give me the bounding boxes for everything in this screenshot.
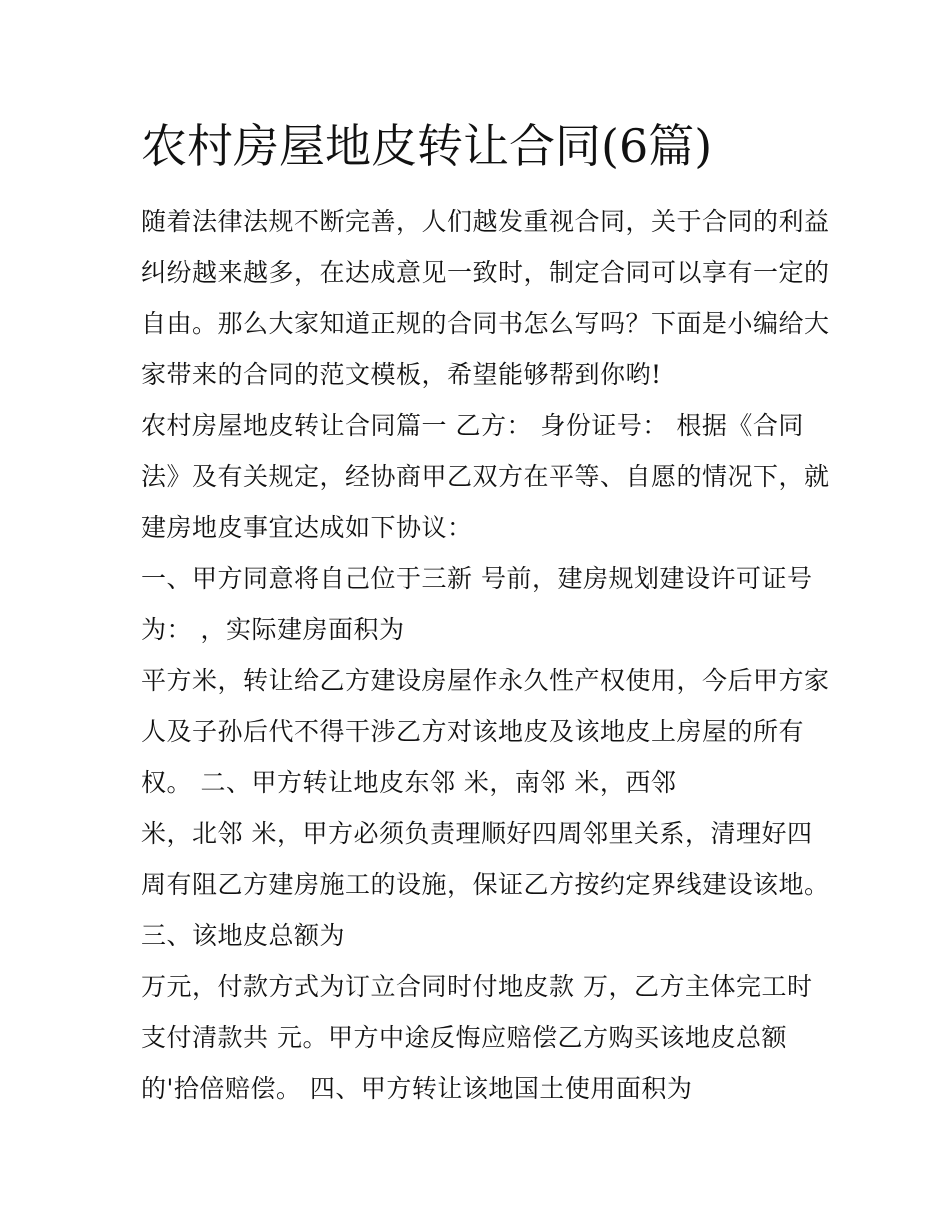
body-line: 米，北邻 米，甲方必须负责理顺好四周邻里关系，清理好四 (141, 819, 813, 848)
body-line: 自由。那么大家知道正规的合同书怎么写吗？下面是小编给大 (141, 309, 830, 338)
body-line: 人及子孙后代不得干涉乙方对该地皮及该地皮上房屋的所有 (141, 717, 805, 746)
document-body (141, 196, 841, 1114)
body-line: 周有阻乙方建房施工的设施，保证乙方按约定界线建设该地。 (141, 870, 830, 899)
body-line: 三、该地皮总额为 (141, 921, 346, 950)
body-line: 权。 二、甲方转让地皮东邻 米，南邻 米，西邻 (141, 768, 677, 797)
body-line: 法》及有关规定，经协商甲乙双方在平等、自愿的情况下，就 (141, 462, 830, 491)
body-line: 农村房屋地皮转让合同篇一 乙方： 身份证号： 根据《合同 (141, 411, 804, 440)
body-line: 万元，付款方式为订立合同时付地皮款 万，乙方主体完工时 (141, 972, 813, 1001)
body-line: 一、甲方同意将自己位于三新 号前，建房规划建设许可证号 (141, 564, 813, 593)
body-line: 的'拾倍赔偿。 四、甲方转让该地国土使用面积为 (141, 1074, 693, 1103)
body-line: 纠纷越来越多，在达成意见一致时，制定合同可以享有一定的 (141, 258, 830, 287)
body-line: 建房地皮事宜达成如下协议： (141, 513, 473, 542)
body-line: 为： ，实际建房面积为 (141, 615, 405, 644)
body-line: 支付清款共 元。甲方中途反悔应赔偿乙方购买该地皮总额 (141, 1023, 787, 1052)
body-line: 随着法律法规不断完善，人们越发重视合同，关于合同的利益 (141, 207, 830, 236)
body-line: 家带来的合同的范文模板，希望能够帮到你哟! (141, 360, 662, 389)
document-title: 农村房屋地皮转让合同(6篇) (141, 119, 713, 173)
body-line: 平方米，转让给乙方建设房屋作永久性产权使用，今后甲方家 (141, 666, 830, 695)
